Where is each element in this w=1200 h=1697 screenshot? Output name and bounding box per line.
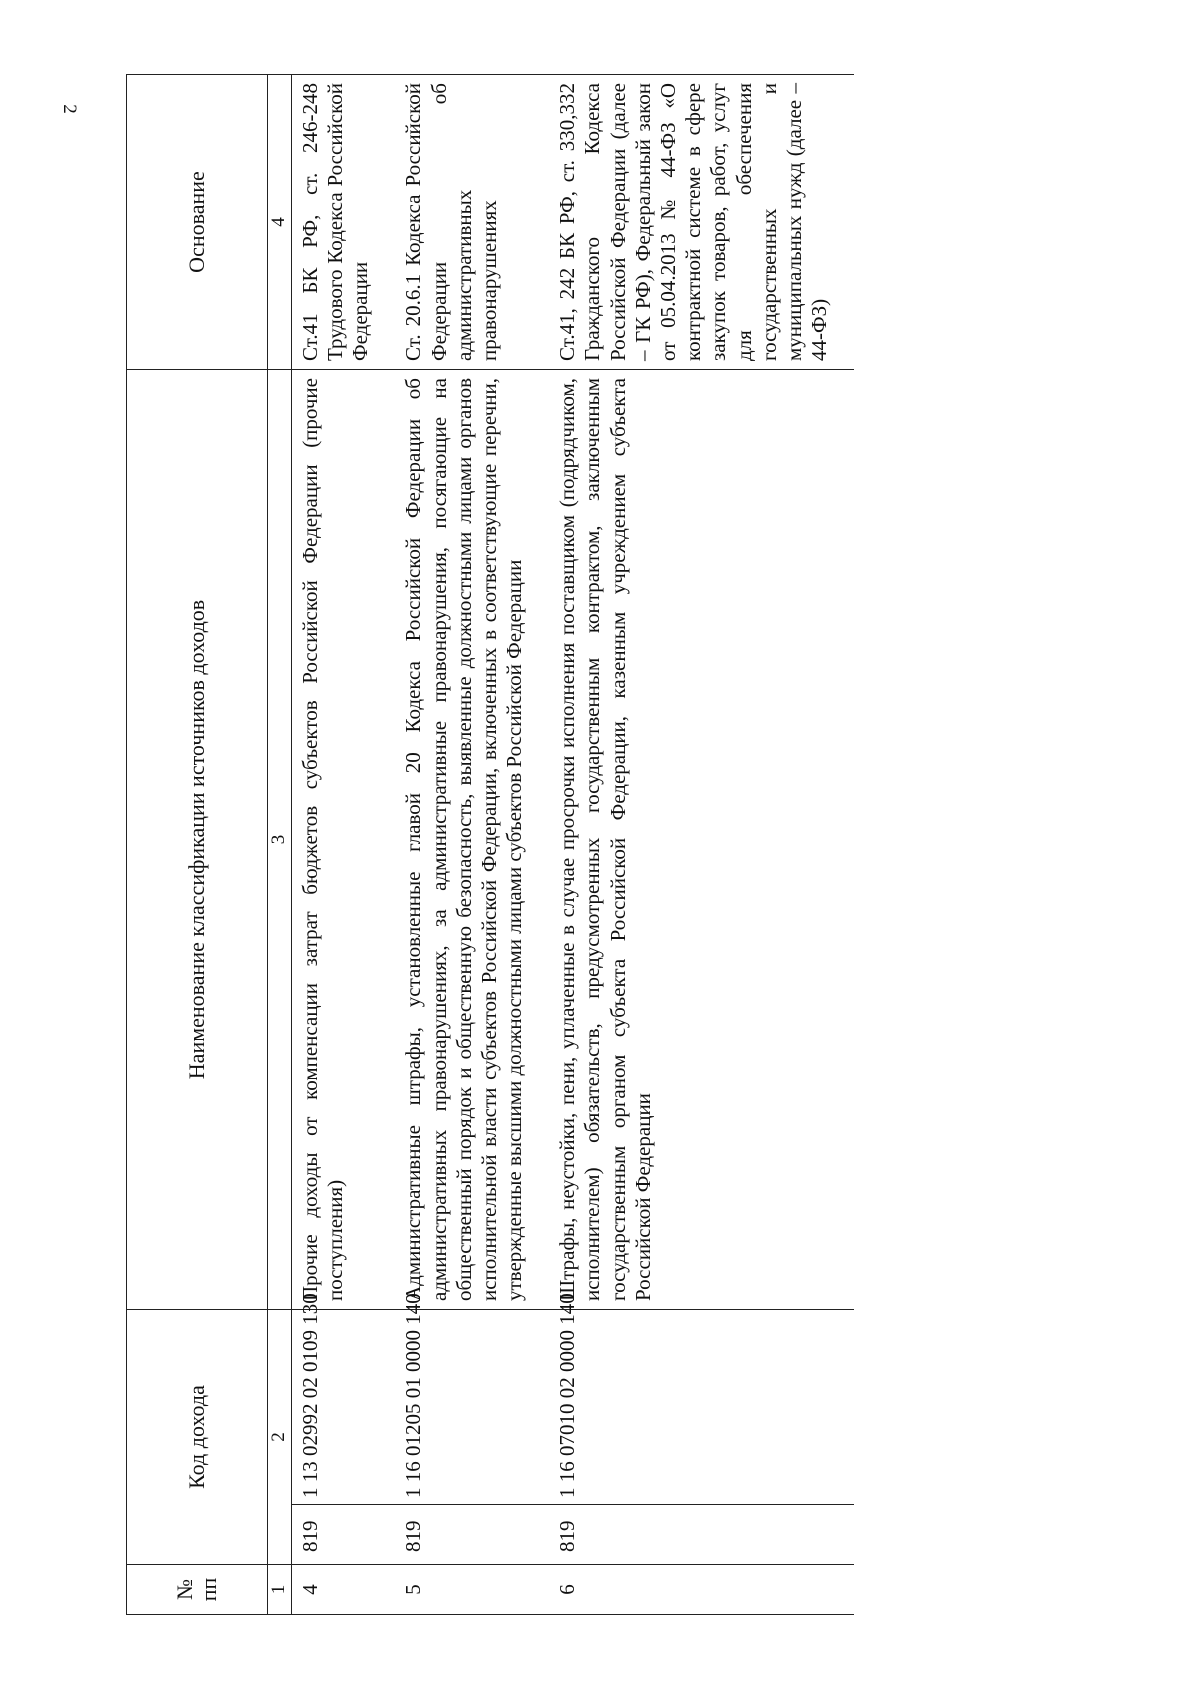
row-num: 4 xyxy=(291,1565,395,1615)
row-income-code: 1 13 02992 02 0109 130 xyxy=(291,1310,395,1505)
rotated-table-container xyxy=(126,75,986,1615)
header-code: Код дохода xyxy=(127,1310,268,1565)
row-basis: Ст. 20.6.1 Кодекса Российской Федерации об административных правонарушениях xyxy=(395,75,549,370)
row-name: Административные штрафы, установленные главой 20 Кодекса Российской Федерации об административных правонарушениях, за административные правонарушения, посягающие на общественный порядок и общественную безопасность, выявленные должностными лицами органов исполнительной власти субъектов Российской Федерации, включенных в соответствующие перечни, утвержденные высшими должностными лицами субъектов Российской Федерации xyxy=(395,370,549,1310)
row-num: 6 xyxy=(549,1565,854,1615)
row-name: Штрафы, неустойки, пени, уплаченные в случае просрочки исполнения поставщиком (подрядчиком, исполнителем) обязательств, предусмотренных государственным контрактом, заключенным государственным органом субъекта Российской Федерации, казенным учреждением субъекта Российской Федерации xyxy=(549,370,854,1310)
row-num: 5 xyxy=(395,1565,549,1615)
header-row xyxy=(127,75,268,1615)
col-index-2: 2 xyxy=(268,1310,292,1565)
header-name: Наименование классификации источников доходов xyxy=(127,370,268,1310)
row-admin-code: 819 xyxy=(291,1505,395,1565)
header-basis: Основание xyxy=(127,75,268,370)
col-index-1: 1 xyxy=(268,1565,292,1615)
row-admin-code: 819 xyxy=(549,1505,854,1565)
row-income-code: 1 16 01205 01 0000 140 xyxy=(395,1310,549,1505)
table-row xyxy=(549,75,854,1615)
col-index-3: 3 xyxy=(268,370,292,1310)
table-row xyxy=(395,75,549,1615)
row-admin-code: 819 xyxy=(395,1505,549,1565)
table-row xyxy=(291,75,395,1615)
page-number: 2 xyxy=(58,104,80,114)
column-index-row xyxy=(268,75,292,1615)
row-basis: Ст.41, 242 БК РФ, ст. 330,332 Гражданского Кодекса Российской Федерации (далее – ГК РФ), Федеральный закон от 05.04.2013 № 44-ФЗ «О контрактной системе в сфере закупок товаров, работ, услуг для обеспечения государственных и муниципальных нужд (далее – 44-ФЗ) xyxy=(549,75,854,370)
header-num: № пп xyxy=(127,1565,268,1615)
col-index-4: 4 xyxy=(268,75,292,370)
row-basis: Ст.41 БК РФ, ст. 246-248 Трудового Кодекса Российской Федерации xyxy=(291,75,395,370)
row-name: Прочие доходы от компенсации затрат бюджетов субъектов Российской Федерации (прочие поступления) xyxy=(291,370,395,1310)
row-income-code: 1 16 07010 02 0000 140 xyxy=(549,1310,854,1505)
income-classification-table xyxy=(126,74,854,1615)
